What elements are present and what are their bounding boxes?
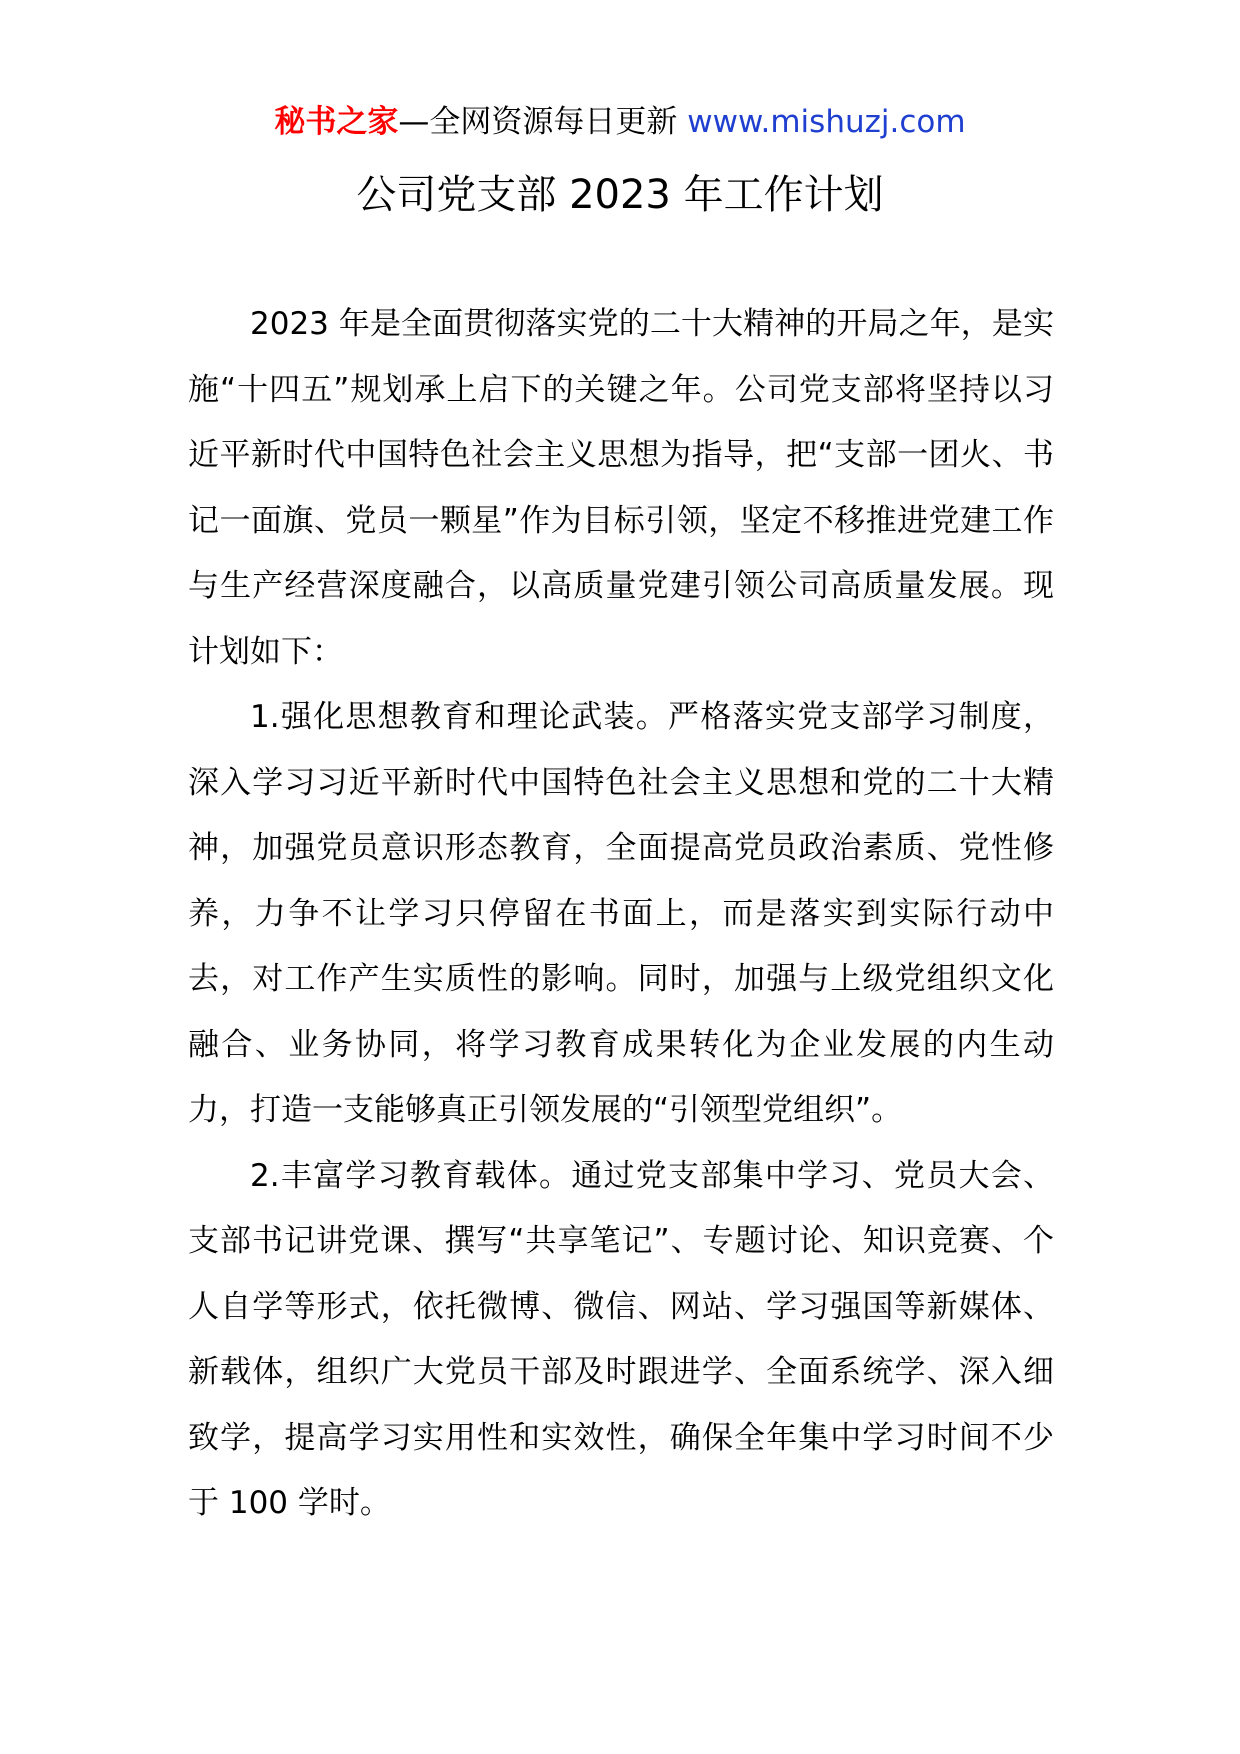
intro-paragraph: 2023 年是全面贯彻落实党的二十大精神的开局之年，是实施“十四五”规划承上启下的关键之年。公司党支部将坚持以习近平新时代中国特色社会主义思想为指导，把“支部一团火、书记一面旗、党员一颗星”作为目标引领，坚定不移推进党建工作与生产经营深度融合，以高质量党建引领公司高质量发展。现计划如下：: [188, 306, 1054, 670]
document-title: 公司党支部 2023 年工作计划: [356, 172, 884, 218]
brand-name: 秘书之家: [274, 104, 399, 140]
section-2-paragraph: 2.丰富学习教育载体。通过党支部集中学习、党员大会、支部书记讲党课、撰写“共享笔记”、专题讨论、知识竞赛、个人自学等形式，依托微博、微信、网站、学习强国等新媒体、新载体，组织广大党员干部及时跟进学、全面系统学、深入细致学，提高学习实用性和实效性，确保全年集中学习时间不少于 100 学时。: [188, 1157, 1054, 1521]
watermark-header: [0, 100, 1240, 144]
section-1-paragraph: 1.强化思想教育和理论武装。严格落实党支部学习制度，深入学习习近平新时代中国特色社会主义思想和党的二十大精神，加强党员意识形态教育，全面提高党员政治素质、党性修养，力争不让学习只停留在书面上，而是落实到实际行动中去，对工作产生实质性的影响。同时，加强与上级党组织文化融合、业务协同，将学习教育成果转化为企业发展的内生动力，打造一支能够真正引领发展的“引领型党组织”。: [188, 699, 1054, 1128]
brand-tagline: —全网资源每日更新: [398, 104, 688, 140]
document-body: [188, 292, 1054, 1537]
brand-url[interactable]: www.mishuzj.com: [687, 104, 966, 140]
